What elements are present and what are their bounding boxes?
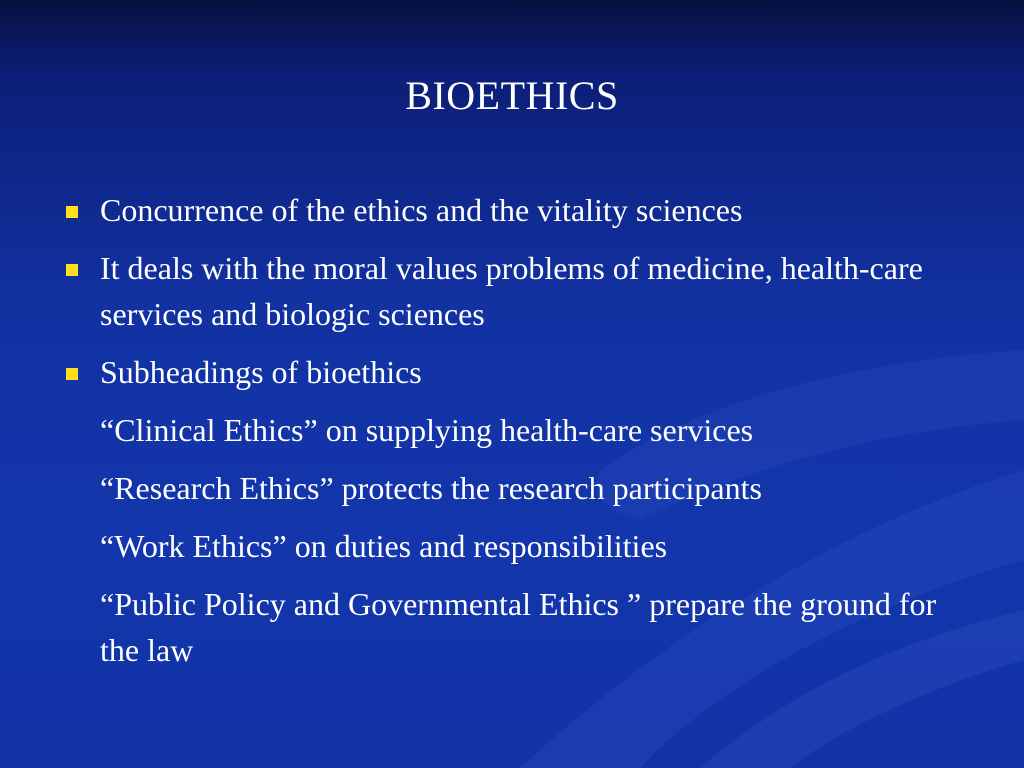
bullet-item [60, 187, 980, 233]
bullet-text: Concurrence of the ethics and the vitality sciences [100, 192, 743, 228]
yellow-square-bullet-icon [66, 368, 78, 380]
bullet-item [60, 245, 980, 337]
bullet-text: It deals with the moral values problems of medicine, health-care services and biologic sciences [100, 250, 923, 332]
subheading-item: “Public Policy and Governmental Ethics ” prepare the ground for the law [100, 586, 937, 668]
bullet-text: Subheadings of bioethics [100, 354, 422, 390]
subheading-item: “Work Ethics” on duties and responsibilities [100, 528, 668, 564]
yellow-square-bullet-icon [66, 264, 78, 276]
subheading-item: “Research Ethics” protects the research participants [100, 470, 762, 506]
bullet-item [60, 349, 980, 395]
subheading-item: “Clinical Ethics” on supplying health-care services [100, 412, 754, 448]
slide-title: BIOETHICS [405, 73, 619, 118]
yellow-square-bullet-icon [66, 206, 78, 218]
slide-body [60, 187, 980, 685]
